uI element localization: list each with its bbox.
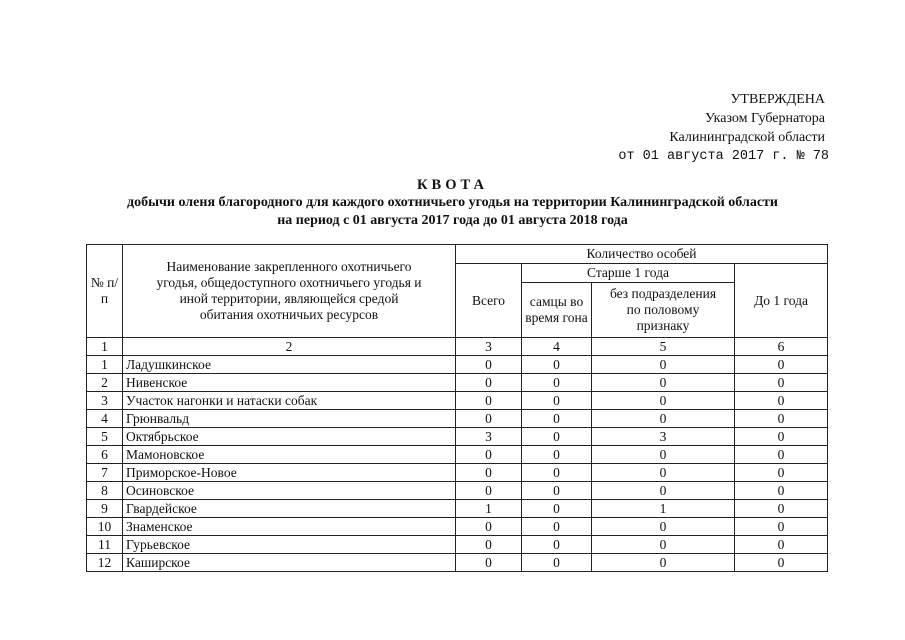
row-name: Ладушкинское (123, 356, 456, 374)
row-males: 0 (522, 356, 592, 374)
colnum: 5 (592, 338, 735, 356)
row-num: 8 (87, 482, 123, 500)
row-name: Осиновское (123, 482, 456, 500)
row-under1: 0 (735, 536, 828, 554)
table-row (87, 428, 828, 446)
colnum: 1 (87, 338, 123, 356)
row-name: Гурьевское (123, 536, 456, 554)
row-name: Грюнвальд (123, 410, 456, 428)
approval-line-date: от 01 августа 2017 г. № 78 (618, 149, 829, 164)
row-num: 5 (87, 428, 123, 446)
row-nosex: 0 (592, 410, 735, 428)
row-under1: 0 (735, 392, 828, 410)
approval-stamp (618, 90, 829, 166)
row-nosex: 3 (592, 428, 735, 446)
row-under1: 0 (735, 356, 828, 374)
row-nosex: 0 (592, 464, 735, 482)
table-row (87, 446, 828, 464)
row-males: 0 (522, 392, 592, 410)
title-line-1: добычи оленя благородного для каждого охотничьего угодья на территории Калининградской области (127, 195, 778, 210)
row-name: Мамоновское (123, 446, 456, 464)
row-under1: 0 (735, 464, 828, 482)
row-nosex: 0 (592, 374, 735, 392)
row-num: 9 (87, 500, 123, 518)
row-males: 0 (522, 464, 592, 482)
row-name: Октябрьское (123, 428, 456, 446)
row-name: Приморское-Новое (123, 464, 456, 482)
row-num: 10 (87, 518, 123, 536)
table-row (87, 374, 828, 392)
header-nosex: без подразделения по половому признаку (592, 283, 735, 338)
row-males: 0 (522, 374, 592, 392)
row-nosex: 0 (592, 482, 735, 500)
row-total: 0 (456, 356, 522, 374)
row-num: 7 (87, 464, 123, 482)
row-nosex: 1 (592, 500, 735, 518)
row-under1: 0 (735, 410, 828, 428)
colnum: 3 (456, 338, 522, 356)
row-total: 3 (456, 428, 522, 446)
column-number-row (87, 338, 828, 356)
row-total: 0 (456, 374, 522, 392)
row-males: 0 (522, 500, 592, 518)
header-count: Количество особей (456, 245, 828, 264)
approval-line-decree: Указом Губернатора (704, 111, 825, 126)
row-males: 0 (522, 536, 592, 554)
row-total: 0 (456, 536, 522, 554)
header-total: Всего (456, 264, 522, 338)
table-row (87, 536, 828, 554)
row-under1: 0 (735, 500, 828, 518)
row-males: 0 (522, 446, 592, 464)
row-name: Нивенское (123, 374, 456, 392)
row-males: 0 (522, 554, 592, 572)
row-under1: 0 (735, 518, 828, 536)
row-total: 0 (456, 554, 522, 572)
row-under1: 0 (735, 446, 828, 464)
title-heading: КВОТА (417, 177, 488, 193)
colnum: 6 (735, 338, 828, 356)
header-name: Наименование закрепленного охотничьего угодья, общедоступного охотничьего угодья и иной территории, являющейся средой обитания охотничьих ресурсов (123, 245, 456, 338)
row-name: Каширское (123, 554, 456, 572)
row-under1: 0 (735, 374, 828, 392)
table-row (87, 392, 828, 410)
table-row (87, 356, 828, 374)
row-total: 0 (456, 446, 522, 464)
approval-line-region: Калининградской области (669, 130, 825, 145)
header-males: самцы во время гона (522, 283, 592, 338)
row-nosex: 0 (592, 536, 735, 554)
row-total: 0 (456, 482, 522, 500)
row-name: Знаменское (123, 518, 456, 536)
row-males: 0 (522, 410, 592, 428)
row-total: 1 (456, 500, 522, 518)
row-name: Гвардейское (123, 500, 456, 518)
table-row (87, 518, 828, 536)
row-males: 0 (522, 482, 592, 500)
colnum: 4 (522, 338, 592, 356)
colnum: 2 (123, 338, 456, 356)
row-nosex: 0 (592, 446, 735, 464)
row-total: 0 (456, 464, 522, 482)
row-males: 0 (522, 518, 592, 536)
row-num: 4 (87, 410, 123, 428)
table-row (87, 482, 828, 500)
header-under1: До 1 года (735, 264, 828, 338)
row-num: 1 (87, 356, 123, 374)
row-num: 3 (87, 392, 123, 410)
row-name: Участок нагонки и натаски собак (123, 392, 456, 410)
row-under1: 0 (735, 428, 828, 446)
document-title (0, 176, 905, 230)
approval-line-approved: УТВЕРЖДЕНА (730, 92, 825, 107)
row-total: 0 (456, 518, 522, 536)
row-num: 6 (87, 446, 123, 464)
row-under1: 0 (735, 482, 828, 500)
table-row (87, 500, 828, 518)
row-num: 12 (87, 554, 123, 572)
row-males: 0 (522, 428, 592, 446)
row-total: 0 (456, 392, 522, 410)
row-nosex: 0 (592, 518, 735, 536)
row-num: 2 (87, 374, 123, 392)
row-under1: 0 (735, 554, 828, 572)
table-row (87, 464, 828, 482)
header-num-text: № п/п (90, 275, 119, 306)
header-num (87, 245, 123, 338)
row-total: 0 (456, 410, 522, 428)
table-row (87, 554, 828, 572)
table-row (87, 410, 828, 428)
row-num: 11 (87, 536, 123, 554)
row-nosex: 0 (592, 554, 735, 572)
title-line-2: на период с 01 августа 2017 года до 01 августа 2018 года (277, 213, 628, 228)
row-nosex: 0 (592, 392, 735, 410)
quota-table (86, 244, 828, 572)
row-nosex: 0 (592, 356, 735, 374)
header-older: Старше 1 года (522, 264, 735, 283)
